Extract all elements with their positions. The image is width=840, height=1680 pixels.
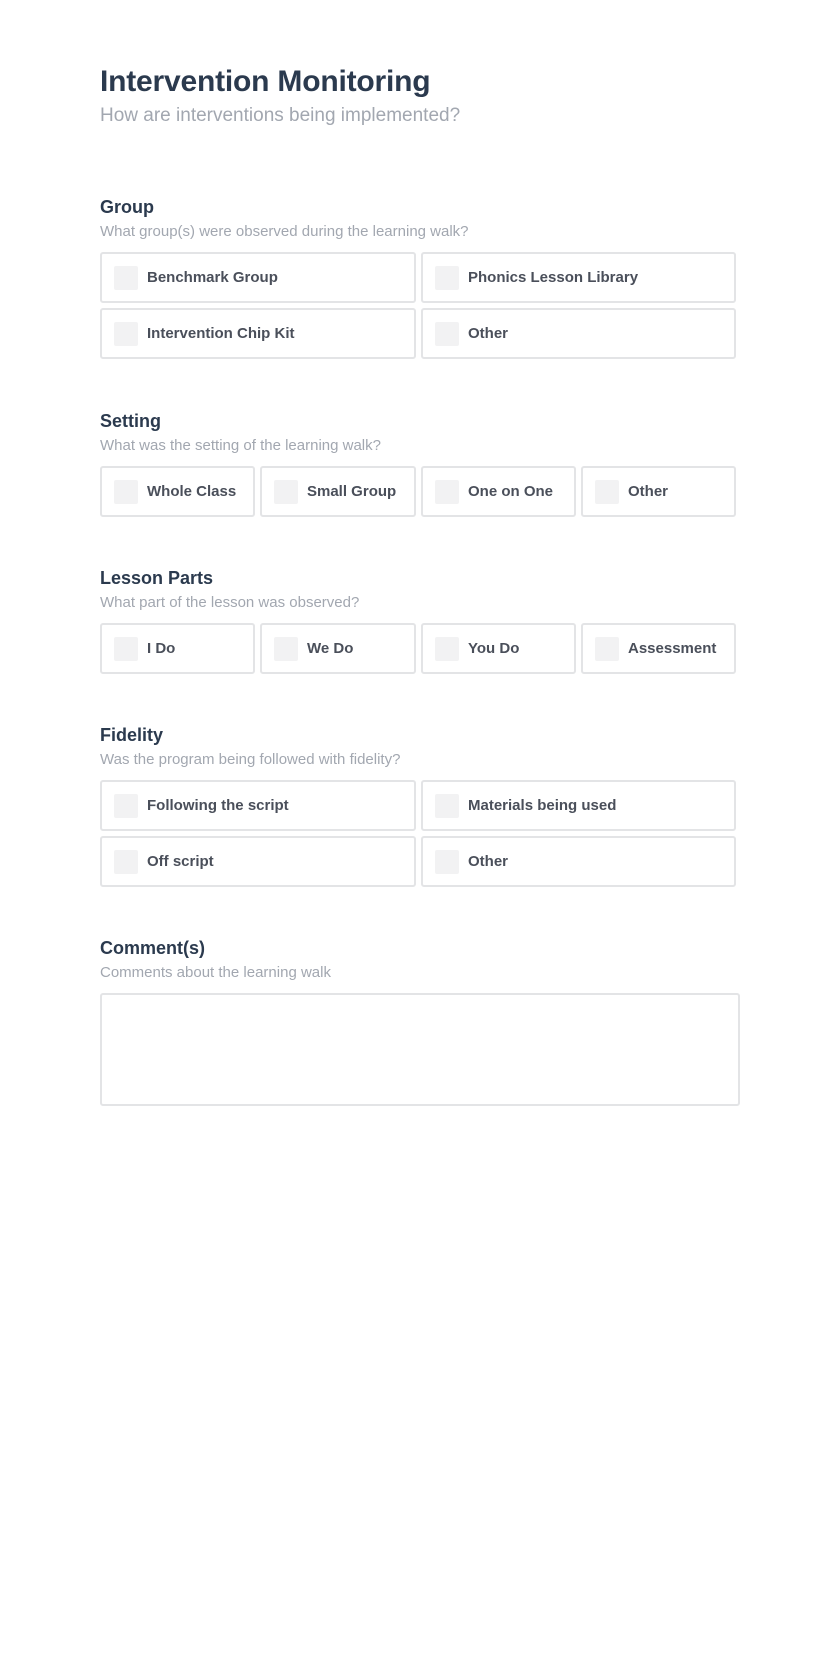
- comments-title: Comment(s): [100, 938, 206, 958]
- option-label: Other: [468, 325, 509, 342]
- checkbox-icon[interactable]: [274, 480, 298, 504]
- group-section: [100, 196, 740, 359]
- checkbox-icon[interactable]: [114, 850, 138, 874]
- option-label: Other: [628, 483, 669, 500]
- comments-textarea[interactable]: [100, 993, 740, 1106]
- comments-section: [100, 937, 740, 1106]
- option-label: Other: [468, 853, 509, 870]
- setting-option-whole-class[interactable]: [100, 466, 255, 517]
- checkbox-icon[interactable]: [435, 266, 459, 290]
- option-label: We Do: [307, 640, 354, 657]
- option-label: Whole Class: [147, 483, 237, 500]
- option-label: Small Group: [307, 483, 397, 500]
- fidelity-description: Was the program being followed with fidelity?: [100, 751, 401, 768]
- setting-options: [100, 466, 736, 517]
- option-label: Materials being used: [468, 797, 617, 814]
- fidelity-section: [100, 724, 740, 887]
- fidelity-option-following-the-script[interactable]: [100, 780, 416, 831]
- group-option-benchmark-group[interactable]: [100, 252, 416, 303]
- checkbox-icon[interactable]: [114, 794, 138, 818]
- lesson-parts-title: Lesson Parts: [100, 568, 214, 588]
- fidelity-option-other[interactable]: [421, 836, 736, 887]
- setting-description: What was the setting of the learning walk?: [100, 437, 381, 454]
- group-options: [100, 252, 736, 359]
- comments-description: Comments about the learning walk: [100, 964, 331, 981]
- setting-title: Setting: [100, 411, 161, 431]
- setting-option-other[interactable]: [581, 466, 736, 517]
- checkbox-icon[interactable]: [435, 480, 459, 504]
- option-label: You Do: [468, 640, 520, 657]
- group-description: What group(s) were observed during the learning walk?: [100, 223, 469, 240]
- setting-section: [100, 410, 740, 517]
- option-label: I Do: [147, 640, 176, 657]
- page-subtitle: How are interventions being implemented?: [100, 105, 461, 126]
- option-label: Off script: [147, 853, 214, 870]
- checkbox-icon[interactable]: [114, 480, 138, 504]
- lesson-parts-option-you-do[interactable]: [421, 623, 576, 674]
- group-option-other[interactable]: [421, 308, 736, 359]
- checkbox-icon[interactable]: [114, 322, 138, 346]
- checkbox-icon[interactable]: [114, 266, 138, 290]
- lesson-parts-description: What part of the lesson was observed?: [100, 594, 360, 611]
- option-label: One on One: [468, 483, 554, 500]
- checkbox-icon[interactable]: [435, 322, 459, 346]
- checkbox-icon[interactable]: [435, 794, 459, 818]
- checkbox-icon[interactable]: [435, 637, 459, 661]
- lesson-parts-option-assessment[interactable]: [581, 623, 736, 674]
- lesson-parts-section: [100, 567, 740, 674]
- option-label: Following the script: [147, 797, 289, 814]
- option-label: Benchmark Group: [147, 269, 278, 286]
- option-label: Phonics Lesson Library: [468, 269, 639, 286]
- checkbox-icon[interactable]: [595, 480, 619, 504]
- fidelity-title: Fidelity: [100, 725, 164, 745]
- fidelity-option-materials-being-used[interactable]: [421, 780, 736, 831]
- checkbox-icon[interactable]: [595, 637, 619, 661]
- group-title: Group: [100, 197, 154, 217]
- fidelity-options: [100, 780, 736, 887]
- lesson-parts-options: [100, 623, 736, 674]
- group-option-phonics-lesson-library[interactable]: [421, 252, 736, 303]
- option-label: Intervention Chip Kit: [147, 325, 295, 342]
- page-title: Intervention Monitoring: [100, 65, 431, 98]
- lesson-parts-option-we-do[interactable]: [260, 623, 416, 674]
- setting-option-one-on-one[interactable]: [421, 466, 576, 517]
- fidelity-option-off-script[interactable]: [100, 836, 416, 887]
- checkbox-icon[interactable]: [274, 637, 298, 661]
- option-label: Assessment: [628, 640, 717, 657]
- lesson-parts-option-i-do[interactable]: [100, 623, 255, 674]
- group-option-intervention-chip-kit[interactable]: [100, 308, 416, 359]
- checkbox-icon[interactable]: [114, 637, 138, 661]
- page-header: [100, 64, 740, 128]
- checkbox-icon[interactable]: [435, 850, 459, 874]
- setting-option-small-group[interactable]: [260, 466, 416, 517]
